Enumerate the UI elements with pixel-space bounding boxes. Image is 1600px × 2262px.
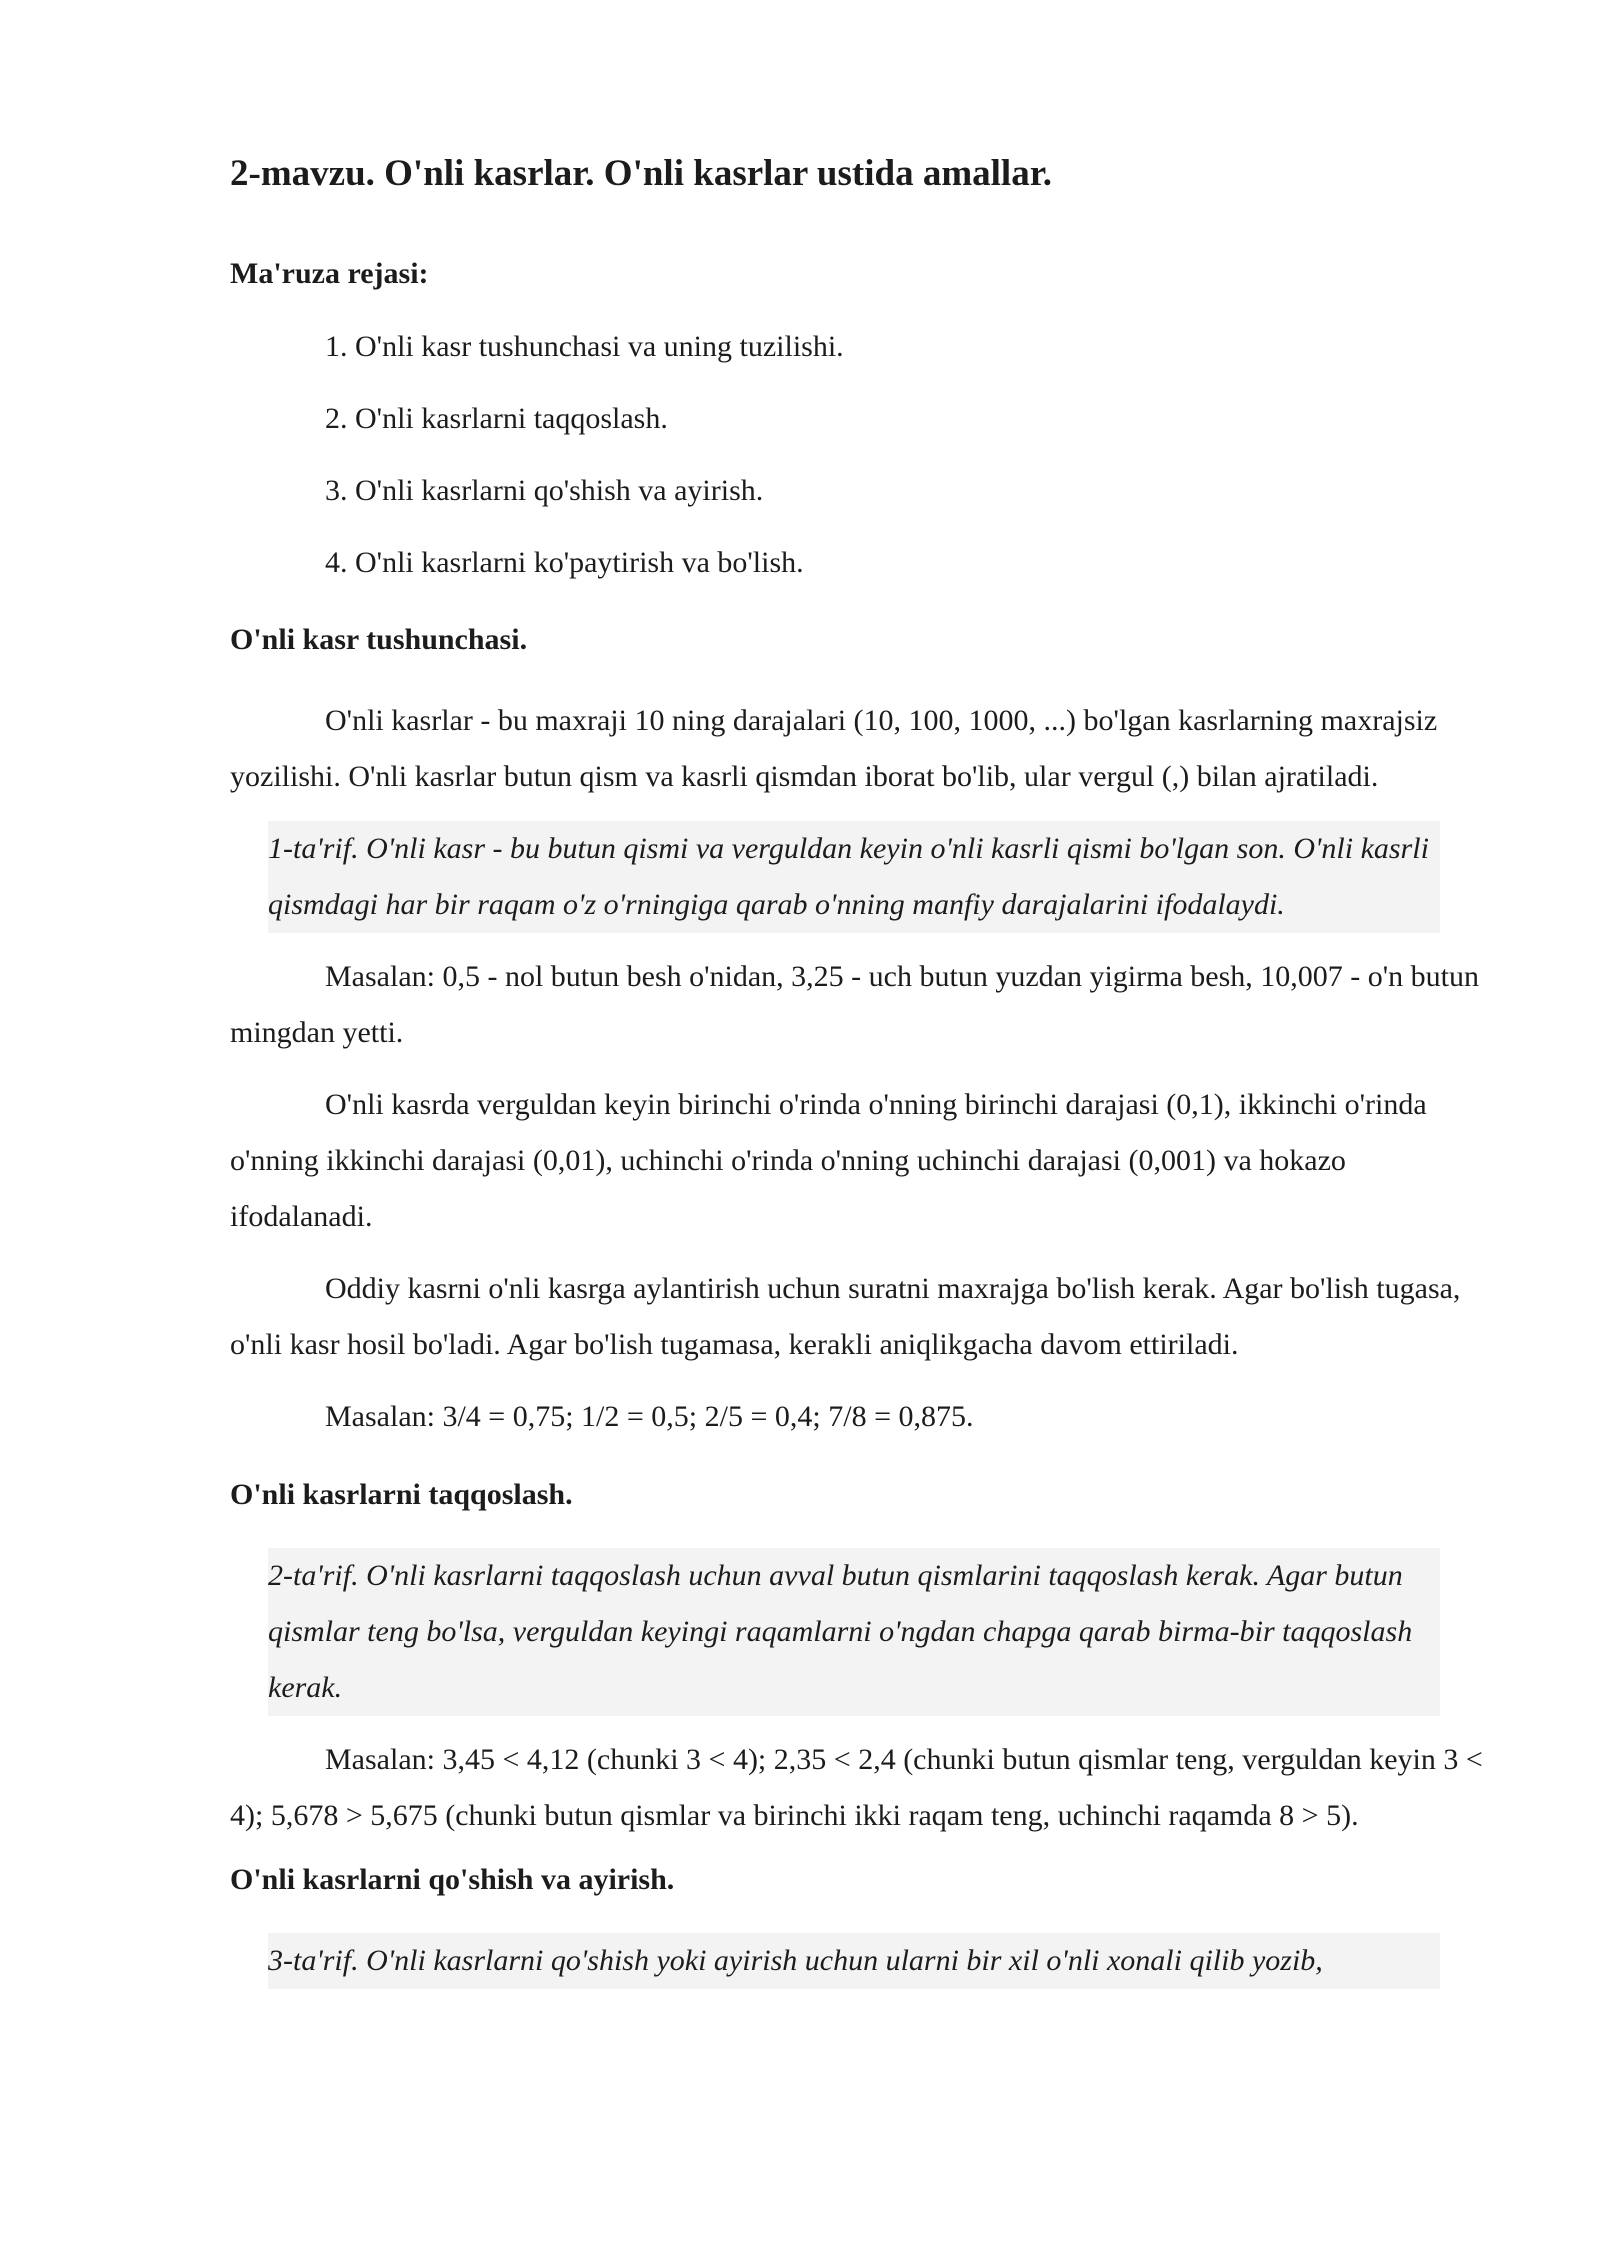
section-heading-comparison: O'nli kasrlarni taqqoslash. <box>230 1478 573 1512</box>
paragraph-conversion: Oddiy kasrni o'nli kasrga aylantirish uchun suratni maxrajga bo'lish kerak. Agar bo'lish tugasa, o'nli kasr hosil bo'ladi. Agar bo'lish tugamasa, kerakli aniqlikgacha davom ettiriladi. <box>230 1272 1461 1362</box>
paragraph-intro: O'nli kasrlar - bu maxraji 10 ning darajalari (10, 100, 1000, ...) bo'lgan kasrlarning maxrajsiz yozilishi. O'nli kasrlar butun qism va kasrli qismdan iborat bo'lib, ular vergul (,) bilan ajratiladi. <box>230 704 1438 794</box>
paragraph-places: O'nli kasrda verguldan keyin birinchi o'rinda o'nning birinchi darajasi (0,1), ikkinchi o'rinda o'nning ikkinchi darajasi (0,01), uchinchi o'rinda o'nning uchinchi darajasi (0,001) va hokazo ifodalanadi. <box>230 1088 1427 1234</box>
paragraph-example-2: Masalan: 3/4 = 0,75; 1/2 = 0,5; 2/5 = 0,4; 7/8 = 0,875. <box>325 1400 974 1434</box>
plan-list <box>230 327 1488 582</box>
definition-3: 3-ta'rif. O'nli kasrlarni qo'shish yoki ayirish uchun ularni bir xil o'nli xonali qilib yozib, <box>268 1933 1440 1989</box>
plan-heading: Ma'ruza rejasi: <box>230 257 429 291</box>
plan-item: 2. O'nli kasrlarni taqqoslash. <box>325 402 668 436</box>
paragraph-example-1: Masalan: 0,5 - nol butun besh o'nidan, 3,25 - uch butun yuzdan yigirma besh, 10,007 - o'n butun mingdan yetti. <box>230 960 1479 1050</box>
plan-item: 3. O'nli kasrlarni qo'shish va ayirish. <box>325 474 764 508</box>
document-title: 2-mavzu. O'nli kasrlar. O'nli kasrlar ustida amallar. <box>230 153 1052 194</box>
plan-item: 1. O'nli kasr tushunchasi va uning tuzilishi. <box>325 330 844 364</box>
plan-item: 4. O'nli kasrlarni ko'paytirish va bo'lish. <box>325 546 804 580</box>
section-heading-addition: O'nli kasrlarni qo'shish va ayirish. <box>230 1863 675 1897</box>
section-heading-concept: O'nli kasr tushunchasi. <box>230 623 528 657</box>
definition-1: 1-ta'rif. O'nli kasr - bu butun qismi va verguldan keyin o'nli kasrli qismi bo'lgan son. O'nli kasrli qismdagi har bir raqam o'z o'rningiga qarab o'nning manfiy darajalarini ifodalaydi. <box>268 821 1440 933</box>
paragraph-comparison-example: Masalan: 3,45 < 4,12 (chunki 3 < 4); 2,35 < 2,4 (chunki butun qismlar teng, verguldan keyin 3 < 4); 5,678 > 5,675 (chunki butun qismlar va birinchi ikki raqam teng, uchinchi raqamda 8 > 5). <box>230 1743 1483 1833</box>
definition-2: 2-ta'rif. O'nli kasrlarni taqqoslash uchun avval butun qismlarini taqqoslash kerak. Agar butun qismlar teng bo'lsa, verguldan keyingi raqamlarni o'ngdan chapga qarab birma-bir taqqoslash kerak. <box>268 1548 1440 1716</box>
